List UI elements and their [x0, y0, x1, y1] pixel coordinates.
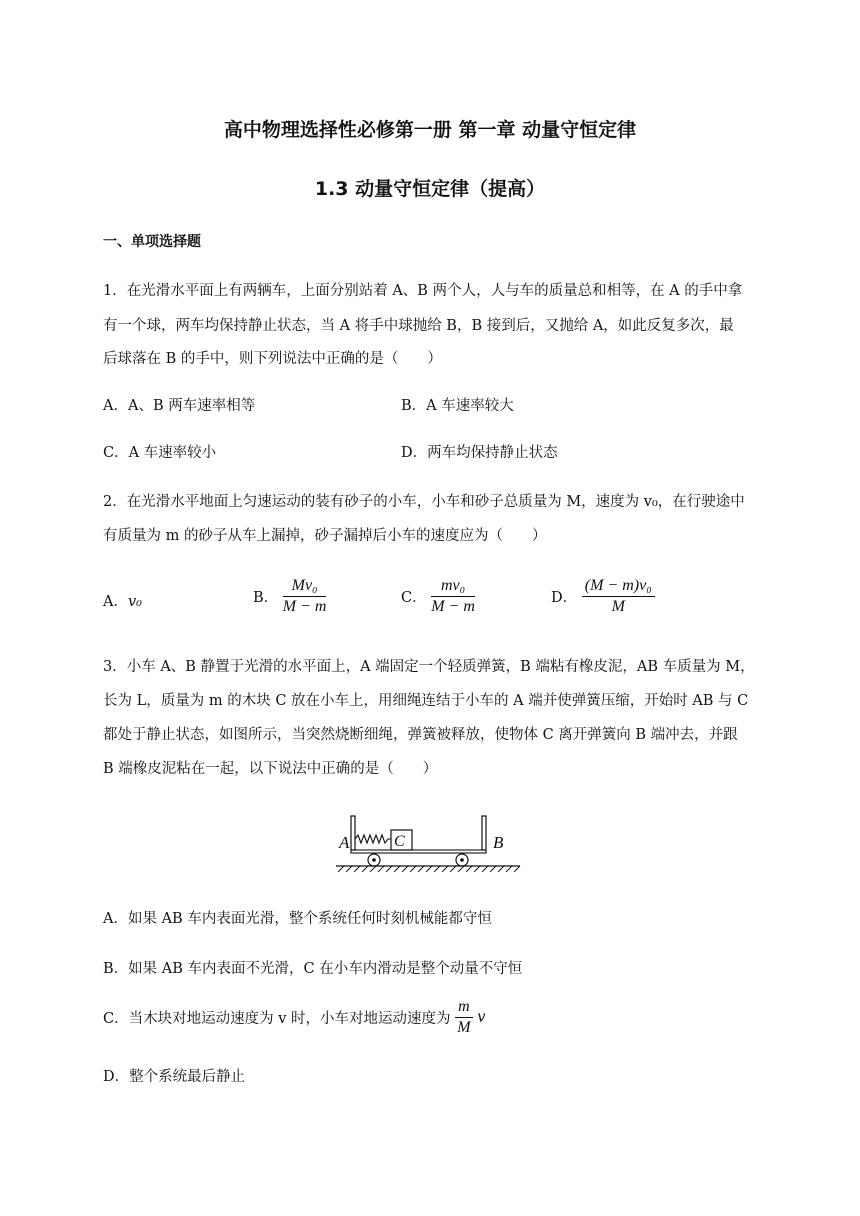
q1-stem-line1: 1．在光滑水平面上有两辆车，上面分别站着 A、B 两个人，人与车的质量总和相等，在 A 的手中拿: [103, 283, 743, 299]
page-title: 高中物理选择性必修第一册 第一章 动量守恒定律: [223, 119, 637, 141]
q2-stem-line1: 2．在光滑水平地面上匀速运动的装有砂子的小车，小车和砂子总质量为 M，速度为 v₀，在行驶途中: [103, 494, 745, 510]
q2-option-d[interactable]: [551, 576, 655, 617]
diagram-label-c: C: [394, 833, 405, 850]
q2-option-b-denominator: M − m: [282, 598, 327, 615]
q3-option-b[interactable]: B．如果 AB 车内表面不光滑，C 在小车内滑动是整个动量不守恒: [103, 961, 523, 977]
q2-stem-line2: 有质量为 m 的砂子从车上漏掉，砂子漏掉后小车的速度应为（ ）: [103, 528, 547, 544]
q3-option-d[interactable]: D．整个系统最后静止: [103, 1069, 246, 1085]
q2-option-a-label: A．: [103, 594, 128, 610]
q2-option-d-fraction: [582, 576, 655, 617]
cart-wall-a: [351, 816, 355, 850]
q3-stem-line2: 长为 L，质量为 m 的木块 C 放在小车上，用细绳连结于小车的 A 端并使弹簧压缩，开始时 AB 与 C: [103, 693, 749, 709]
wheel-right-axle: [460, 858, 464, 862]
wheel-left-axle: [372, 858, 376, 862]
cart-base: [351, 850, 486, 853]
q3-option-c-denominator: M: [457, 1019, 471, 1036]
cart-spring-diagram: [330, 806, 526, 872]
q3-option-c-text: C．当木块对地运动速度为 v 时，小车对地运动速度为: [103, 1011, 451, 1027]
q3-option-c[interactable]: [103, 997, 486, 1038]
cart-wall-b: [482, 816, 486, 850]
q2-option-d-label: D．: [551, 590, 578, 606]
q1-stem-line2: 有一个球，两车均保持静止状态，当 A 将手中球抛给 B，B 接到后，又抛给 A，如此反复多次，最: [103, 318, 734, 334]
q2-option-a[interactable]: [103, 590, 142, 611]
q2-option-b-label: B．: [253, 590, 279, 606]
q2-option-c-label: C．: [401, 590, 427, 606]
spring: [355, 835, 391, 843]
q2-option-a-value: v₀: [127, 594, 142, 610]
diagram-label-b: B: [493, 833, 504, 852]
q1-option-d[interactable]: D．两车均保持静止状态: [401, 445, 558, 461]
q2-option-d-numerator: (M − m)v₀: [582, 576, 655, 597]
q3-option-c-fraction: [455, 997, 473, 1038]
q2-option-c-fraction: [431, 576, 475, 617]
q2-option-c[interactable]: [401, 576, 475, 617]
q2-option-d-denominator: M: [611, 598, 625, 615]
q2-option-b-fraction: [283, 576, 327, 617]
q3-stem-line3: 都处于静止状态，如图所示，当突然烧断细绳，弹簧被释放，使物体 C 离开弹簧向 B 端冲去，并跟: [103, 727, 738, 743]
q2-option-b-numerator: Mv₀: [283, 576, 327, 597]
diagram-label-a: A: [339, 833, 350, 852]
q2-option-c-numerator: mv₀: [431, 576, 475, 597]
section-heading: 一、单项选择题: [103, 234, 201, 250]
q3-stem-line4: B 端橡皮泥粘在一起，以下说法中正确的是（ ）: [103, 761, 438, 777]
q3-option-a[interactable]: A．如果 AB 车内表面光滑，整个系统任何时刻机械能都守恒: [103, 911, 492, 927]
q1-option-a[interactable]: A．A、B 两车速率相等: [103, 398, 256, 414]
q2-option-c-denominator: M − m: [431, 598, 475, 615]
q3-option-c-tail: v: [477, 1009, 486, 1026]
q3-option-c-numerator: m: [455, 997, 473, 1018]
q1-stem-line3: 后球落在 B 的手中，则下列说法中正确的是（ ）: [103, 351, 442, 367]
q1-option-b[interactable]: B．A 车速率较大: [401, 398, 514, 414]
q1-option-c[interactable]: C．A 车速率较小: [103, 445, 217, 461]
q3-stem-line1: 3．小车 A、B 静置于光滑的水平面上，A 端固定一个轻质弹簧，B 端粘有橡皮泥，AB 车质量为 M，: [103, 659, 755, 675]
ground-hatching: [338, 866, 520, 872]
page-subtitle: 1.3 动量守恒定律（提高）: [314, 178, 546, 200]
q2-option-b[interactable]: [253, 576, 326, 617]
